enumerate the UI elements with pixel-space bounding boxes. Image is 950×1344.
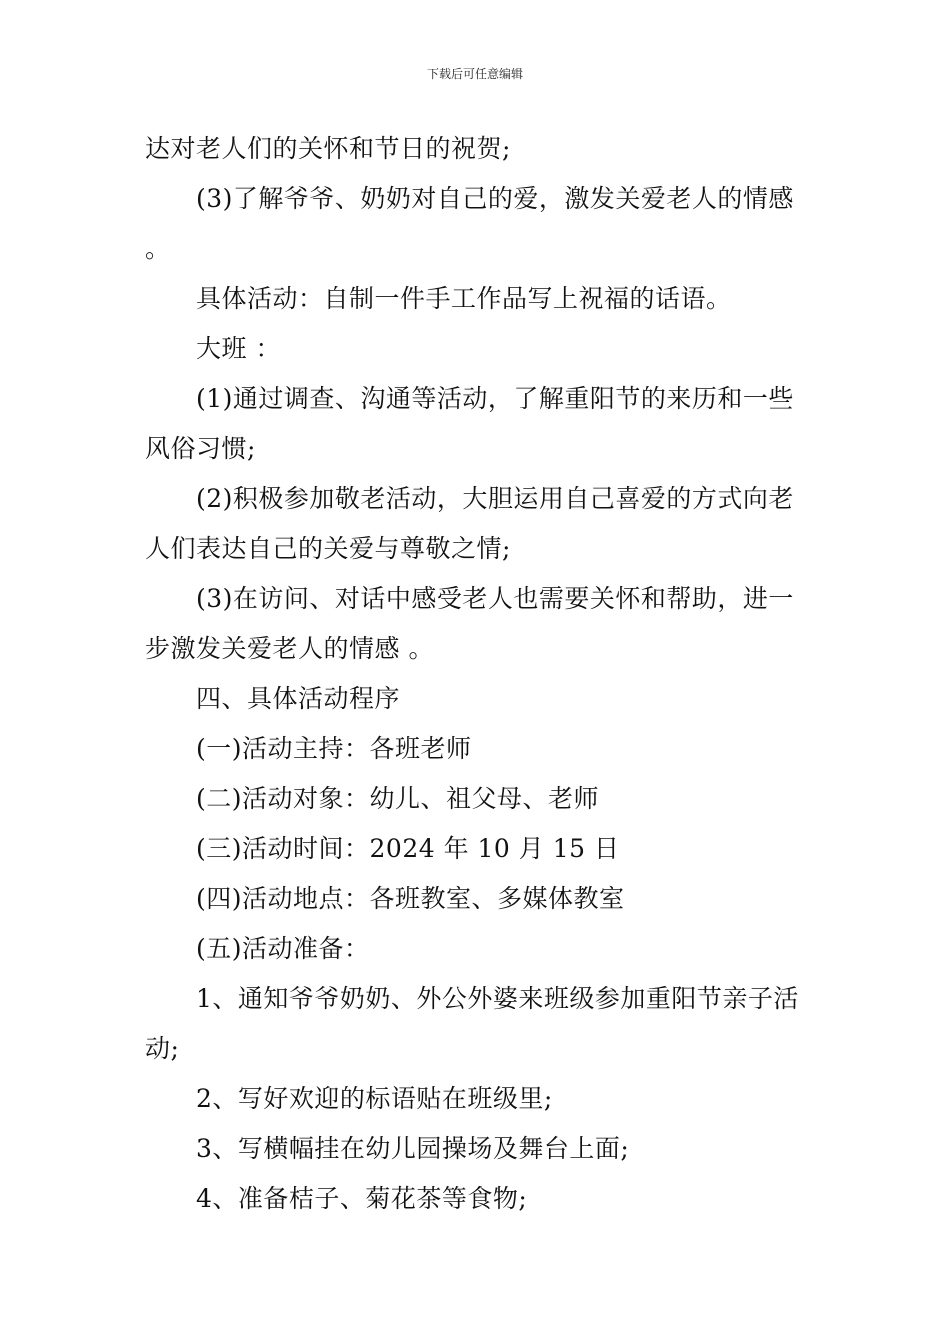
- text-line: (二)活动对象：幼儿、祖父母、老师: [196, 784, 600, 813]
- text-line: 1、通知爷爷奶奶、外公外婆来班级参加重阳节亲子活: [196, 984, 799, 1013]
- document-body: [145, 124, 813, 1224]
- section-heading: 四、具体活动程序: [196, 684, 401, 713]
- text-line: (三)活动时间：2024 年 10 月 15 日: [196, 834, 620, 863]
- text-line: 3、写横幅挂在幼儿园操场及舞台上面;: [196, 1134, 630, 1163]
- text-line: (一)活动主持：各班老师: [196, 734, 472, 763]
- text-line: 风俗习惯;: [145, 434, 256, 463]
- text-line: (3)了解爷爷、奶奶对自己的爱，激发关爱老人的情感: [196, 184, 794, 213]
- text-line: 具体活动：自制一件手工作品写上祝福的话语。: [196, 284, 732, 313]
- text-line: 大班 ：: [196, 334, 281, 363]
- text-line: 达对老人们的关怀和节日的祝贺;: [145, 134, 511, 163]
- text-line: (五)活动准备：: [196, 934, 370, 963]
- text-line: 。: [145, 234, 171, 263]
- text-line: 4、准备桔子、菊花茶等食物;: [196, 1184, 528, 1213]
- page-header: 下载后可任意编辑: [426, 67, 523, 81]
- text-line: (2)积极参加敬老活动，大胆运用自己喜爱的方式向老: [196, 484, 794, 513]
- text-line: 2、写好欢迎的标语贴在班级里;: [196, 1084, 553, 1113]
- text-line: (3)在访问、对话中感受老人也需要关怀和帮助，进一: [196, 584, 794, 613]
- text-line: 人们表达自己的关爱与尊敬之情;: [145, 534, 511, 563]
- text-line: (四)活动地点：各班教室、多媒体教室: [196, 884, 625, 913]
- text-line: 步激发关爱老人的情感 。: [145, 634, 434, 663]
- text-line: (1)通过调查、沟通等活动，了解重阳节的来历和一些: [196, 384, 794, 413]
- text-line: 动;: [145, 1034, 180, 1063]
